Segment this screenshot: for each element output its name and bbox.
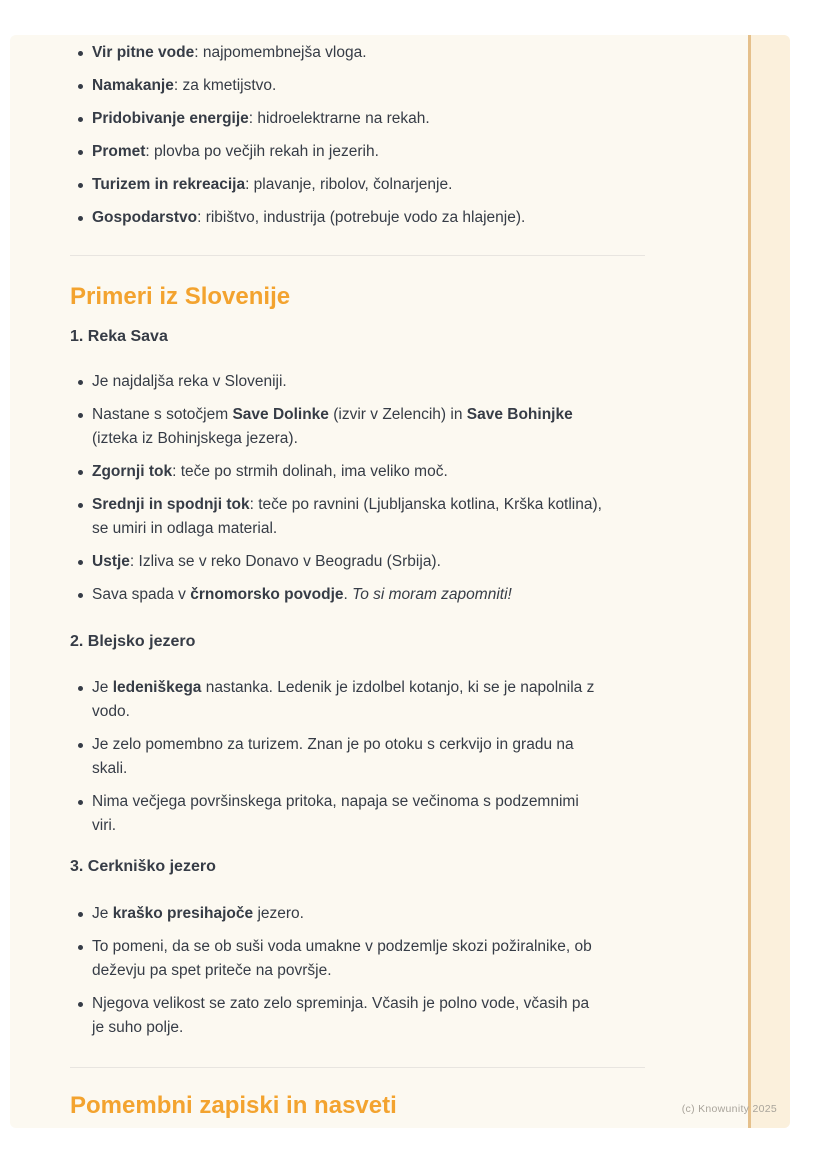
list-item: Nastane s sotočjem Save Dolinke (izvir v Zelencih) in Save Bohinjke (izteka iz Bohinjskega jezera). <box>70 403 603 451</box>
list-item: Zgornji tok: teče po strmih dolinah, ima veliko moč. <box>70 460 603 484</box>
section-divider <box>70 255 645 256</box>
cerknisko-jezero-list <box>70 902 645 1040</box>
list-item: Gospodarstvo: ribištvo, industrija (potrebuje vodo za hlajenje). <box>70 206 603 230</box>
list-item: Njegova velikost se zato zelo spreminja. Včasih je polno vode, včasih pa je suho polje. <box>70 992 603 1040</box>
list-item: Srednji in spodnji tok: teče po ravnini (Ljubljanska kotlina, Krška kotlina), se umiri in odlaga material. <box>70 493 603 541</box>
list-item: Je najdaljša reka v Sloveniji. <box>70 370 603 394</box>
sub-heading-cerknisko-jezero: 3. Cerkniško jezero <box>70 858 216 875</box>
list-item: Je kraško presihajoče jezero. <box>70 902 603 926</box>
list-item: To pomeni, da se ob suši voda umakne v podzemlje skozi požiralnike, ob deževju pa spet priteče na površje. <box>70 935 603 983</box>
list-item: Nima večjega površinskega pritoka, napaja se večinoma s podzemnimi viri. <box>70 790 603 838</box>
copyright-text: (c) Knowunity 2025 <box>681 1103 777 1115</box>
blejsko-jezero-list <box>70 676 645 838</box>
section-heading-zapiski: Pomembni zapiski in nasveti <box>70 1092 397 1119</box>
list-item: Vir pitne vode: najpomembnejša vloga. <box>70 41 603 65</box>
list-item: Pridobivanje energije: hidroelektrarne na rekah. <box>70 107 603 131</box>
list-item: Sava spada v črnomorsko povodje. To si moram zapomniti! <box>70 583 603 607</box>
list-item: Je zelo pomembno za turizem. Znan je po otoku s cerkvijo in gradu na skali. <box>70 733 603 781</box>
document-content <box>70 35 645 1121</box>
section-divider <box>70 1067 645 1068</box>
sub-heading-reka-sava: 1. Reka Sava <box>70 328 168 345</box>
list-item: Turizem in rekreacija: plavanje, ribolov, čolnarjenje. <box>70 173 603 197</box>
section-heading-primeri: Primeri iz Slovenije <box>70 283 291 310</box>
document-page <box>10 35 790 1128</box>
list-item: Je ledeniškega nastanka. Ledenik je izdolbel kotanjo, ki se je napolnila z vodo. <box>70 676 603 724</box>
list-item: Promet: plovba po večjih rekah in jezerih. <box>70 140 603 164</box>
list-item: Ustje: Izliva se v reko Donavo v Beogradu (Srbija). <box>70 550 603 574</box>
list-item: Namakanje: za kmetijstvo. <box>70 74 603 98</box>
sub-heading-blejsko-jezero: 2. Blejsko jezero <box>70 633 196 650</box>
decorative-ribbon-line <box>748 35 751 1128</box>
reka-sava-list <box>70 370 645 607</box>
decorative-ribbon-band <box>751 35 790 1128</box>
water-uses-list <box>70 41 645 230</box>
